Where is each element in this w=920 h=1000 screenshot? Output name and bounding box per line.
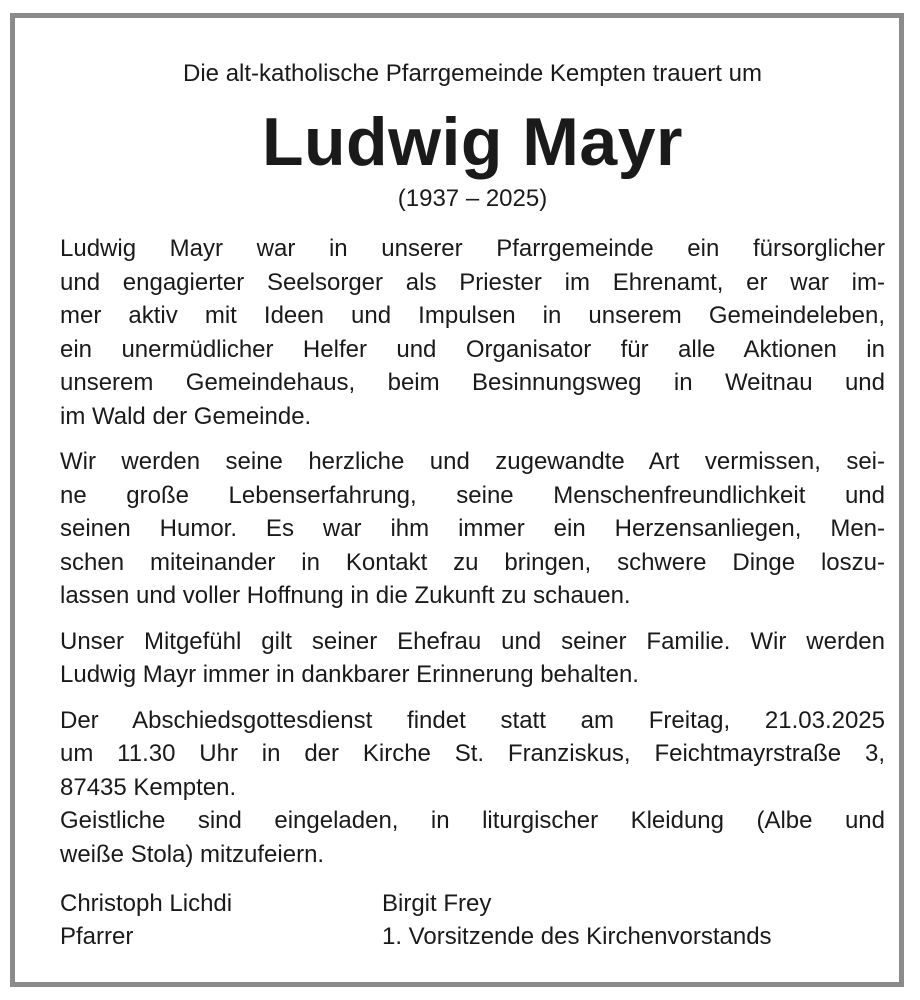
deceased-name: Ludwig Mayr [261,104,684,180]
text-line: Ludwig Mayr war in unserer Pfarrgemeinde ein fürsorglicher [60,235,885,262]
notice-content [60,58,885,953]
paragraph-tribute [60,232,885,433]
text-line: und engagierter Seelsorger als Priester im Ehrenamt, er war im- [60,268,885,296]
text-line: ne große Lebenserfahrung, seine Menschenfreundlichkeit und [60,481,885,509]
notice-frame [10,13,904,987]
signer-chair [382,887,772,953]
text-line: im Wald der Gemeinde. [60,402,312,430]
life-years: (1937 – 2025) [397,185,548,212]
intro-text: Die alt-katholische Pfarrgemeinde Kempten trauert um [183,60,762,87]
text-line: schen miteinander in Kontakt zu bringen, schwere Dinge loszu- [60,548,885,576]
signer-role: Pfarrer [60,923,134,950]
signer-name: Christoph Lichdi [60,890,233,917]
paragraph-remembrance [60,445,885,613]
signer-pastor [60,887,382,953]
text-line: weiße Stola) mitzufeiern. [60,840,325,868]
text-line: seinen Humor. Es war ihm immer ein Herzensanliegen, Men- [60,515,885,542]
text-line: Unser Mitgefühl gilt seiner Ehefrau und seiner Familie. Wir werden [60,627,885,655]
paragraph-service [60,704,885,805]
text-line: ein unermüdlicher Helfer und Organisator für alle Aktionen in [60,335,885,363]
text-line: unserem Gemeindehaus, beim Besinnungsweg in Weitnau und [60,369,885,396]
text-line: Ludwig Mayr immer in dankbarer Erinnerung behalten. [60,661,639,688]
text-line: Der Abschiedsgottesdienst findet statt am Freitag, 21.03.2025 [60,706,885,734]
signer-name: Birgit Frey [382,890,492,917]
signer-role: 1. Vorsitzende des Kirchenvorstands [382,923,772,950]
paragraph-clergy [60,804,885,871]
text-line: Geistliche sind eingeladen, in liturgischer Kleidung (Albe und [60,807,885,834]
text-line: Wir werden seine herzliche und zugewandte Art vermissen, sei- [60,448,885,475]
text-line: um 11.30 Uhr in der Kirche St. Franziskus, Feichtmayrstraße 3, [60,740,885,767]
text-line: 87435 Kempten. [60,773,237,801]
text-line: lassen und voller Hoffnung in die Zukunft zu schauen. [60,582,631,609]
text-line: mer aktiv mit Ideen und Impulsen in unserem Gemeindeleben, [60,302,885,329]
signatures [60,887,885,953]
paragraph-condolence [60,625,885,692]
